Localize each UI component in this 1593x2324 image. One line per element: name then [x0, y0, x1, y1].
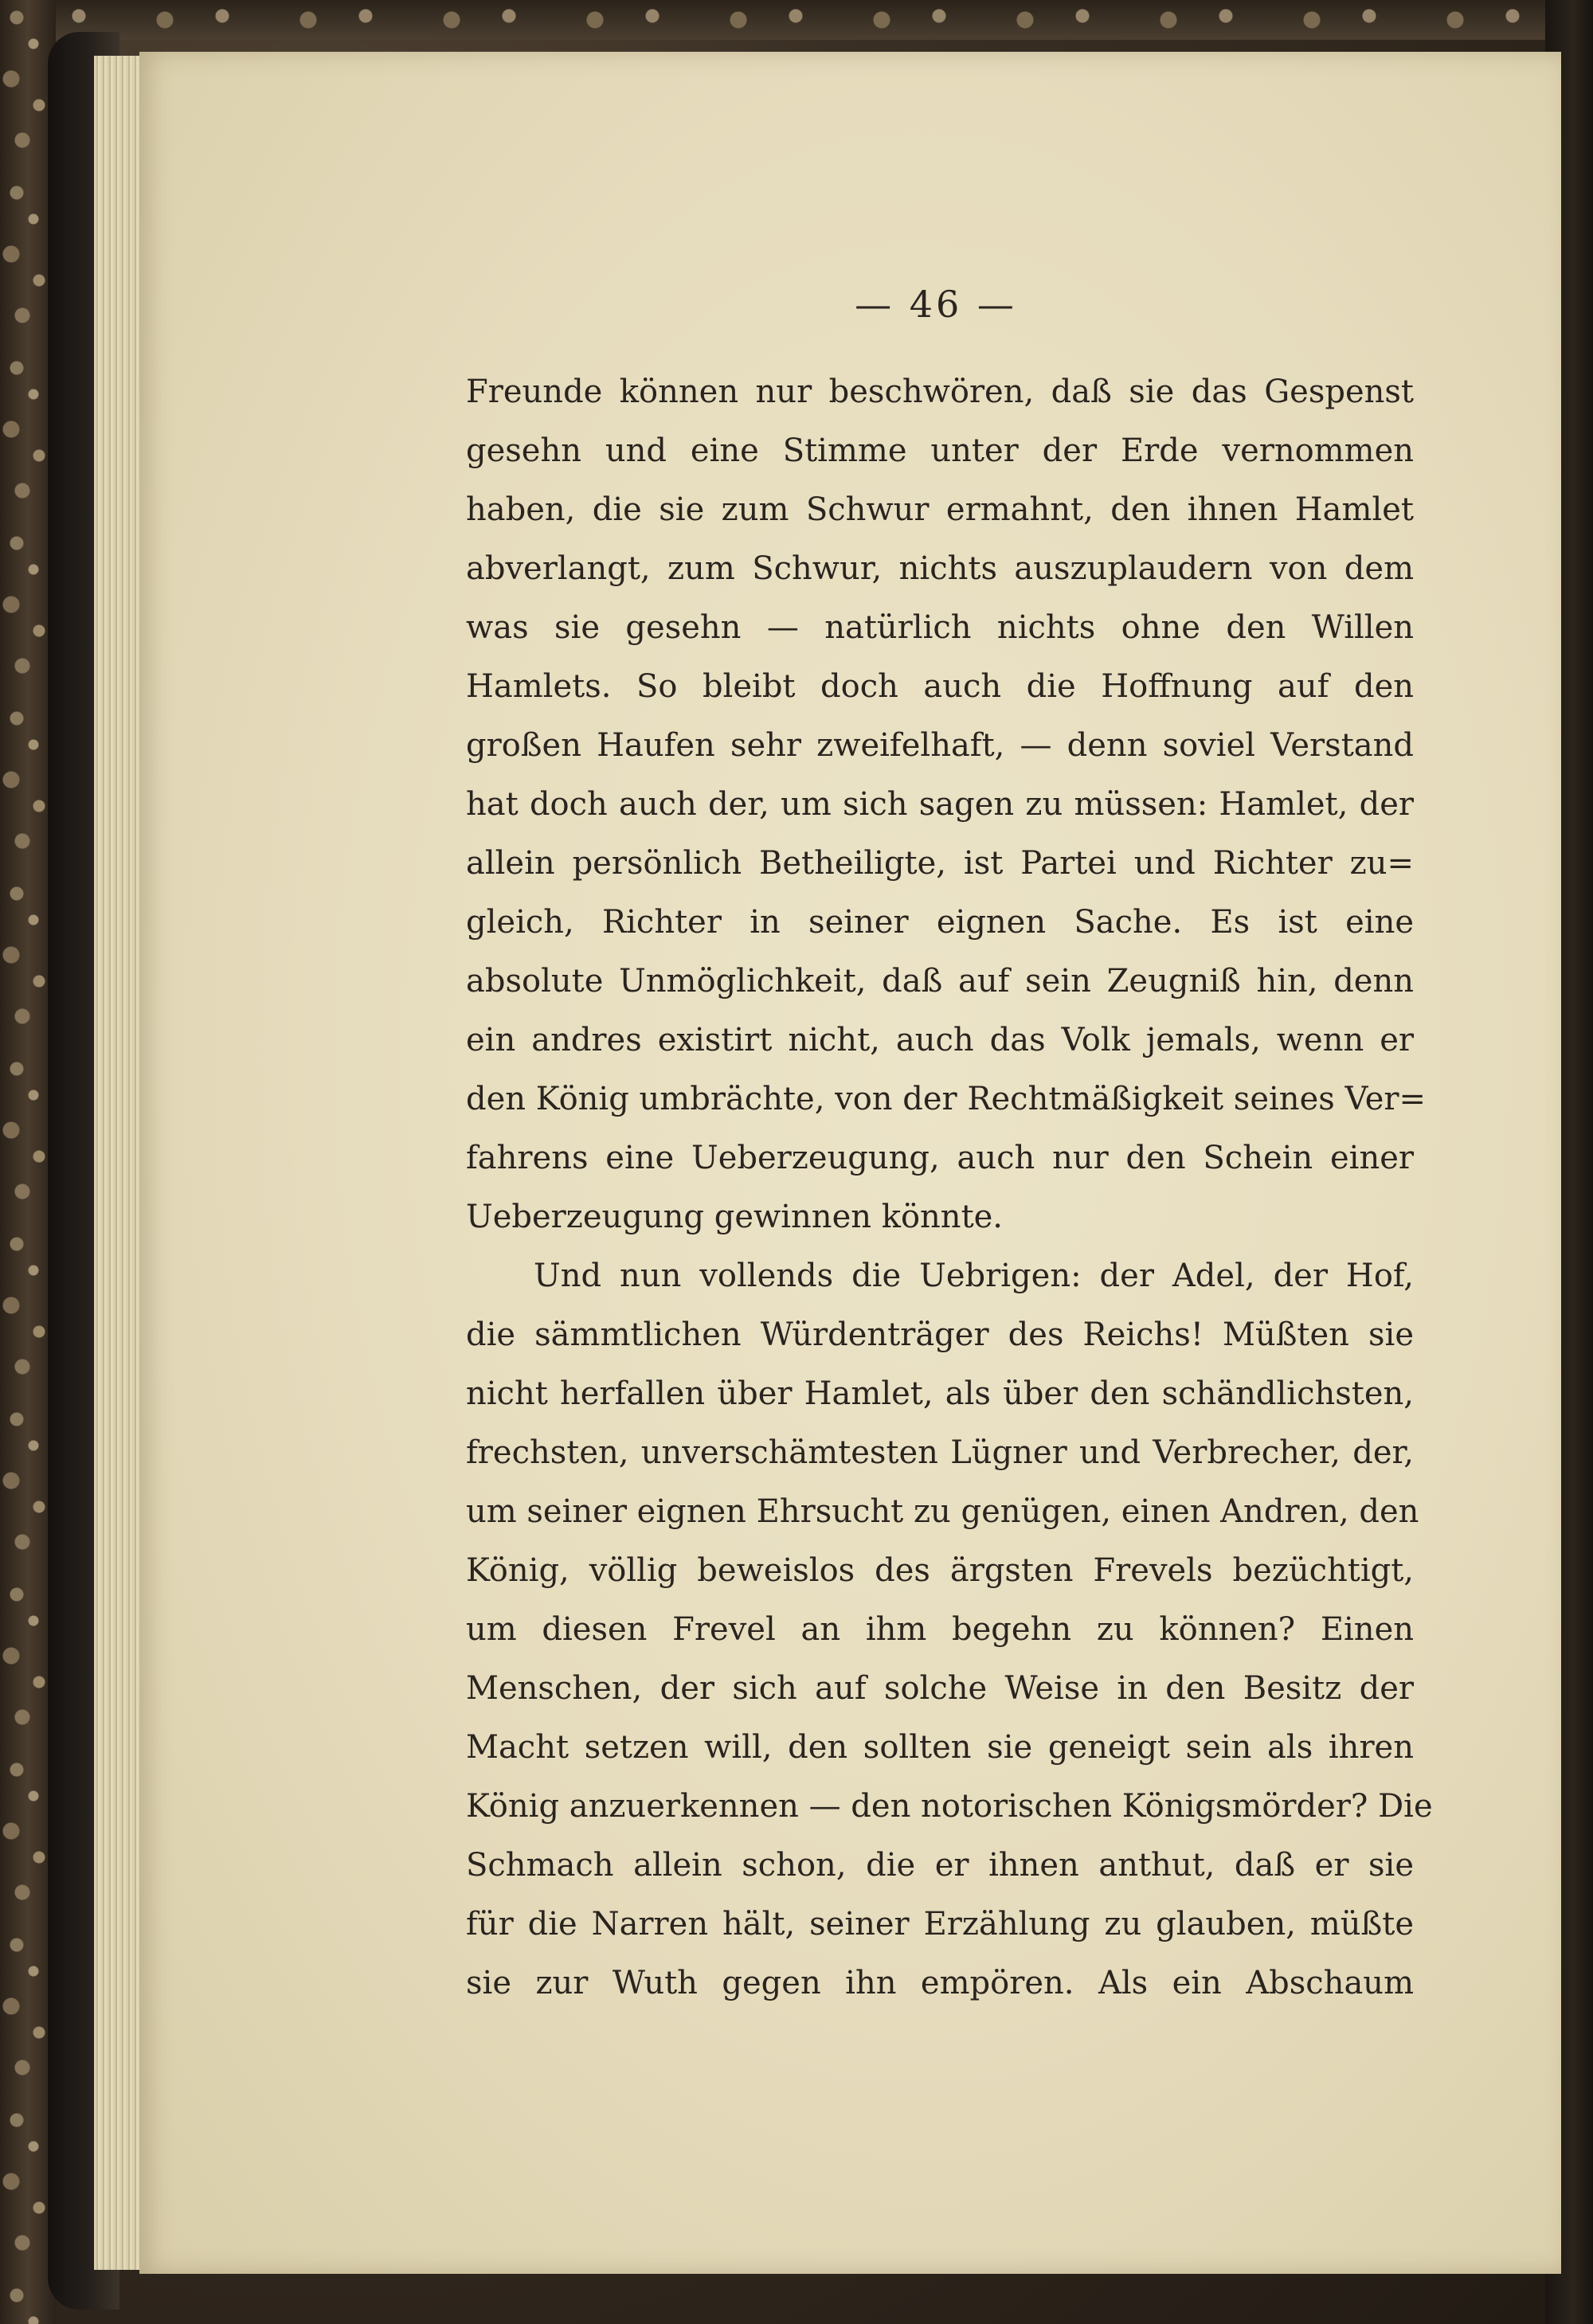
text-line: fahrens eine Ueberzeugung, auch nur den Schein einer: [466, 1140, 1414, 1176]
page-number: — 46 —: [855, 283, 1017, 326]
text-line: den König umbrächte, von der Rechtmäßigkeit seines Ver=: [466, 1081, 1426, 1117]
text-line: großen Haufen sehr zweifelhaft, — denn soviel Verstand: [466, 727, 1414, 764]
text-line: abverlangt, zum Schwur, nichts auszuplaudern von dem: [466, 550, 1414, 587]
text-line: König, völlig beweislos des ärgsten Frevels bezüchtigt,: [466, 1552, 1414, 1589]
text-line: Menschen, der sich auf solche Weise in den Besitz der: [466, 1670, 1414, 1707]
text-line: Und nun vollends die Uebrigen: der Adel, der Hof,: [534, 1258, 1414, 1294]
text-line: Schmach allein schon, die er ihnen anthut, daß er sie: [466, 1847, 1414, 1884]
text-line: sie zur Wuth gegen ihn empören. Als ein Abschaum: [466, 1965, 1414, 2001]
text-line: nicht herfallen über Hamlet, als über den schändlichsten,: [466, 1375, 1414, 1412]
text-line: absolute Unmöglichkeit, daß auf sein Zeugniß hin, denn: [466, 963, 1414, 1000]
text-line: ein andres existirt nicht, auch das Volk jemals, wenn er: [466, 1022, 1414, 1058]
text-line: allein persönlich Betheiligte, ist Partei und Richter zu=: [466, 845, 1414, 882]
text-line: gesehn und eine Stimme unter der Erde vernommen: [466, 432, 1414, 469]
text-line: König anzuerkennen — den notorischen Königsmörder? Die: [466, 1788, 1433, 1825]
page-text: [466, 362, 1433, 2013]
text-line: um seiner eignen Ehrsucht zu genügen, einen Andren, den: [466, 1493, 1419, 1530]
text-line: Macht setzen will, den sollten sie geneigt sein als ihren: [466, 1729, 1414, 1766]
marbled-cover-top: [0, 0, 1593, 40]
text-line: frechsten, unverschämtesten Lügner und Verbrecher, der,: [466, 1434, 1414, 1471]
text-line: gleich, Richter in seiner eignen Sache. Es ist eine: [466, 904, 1414, 941]
text-line: Ueberzeugung gewinnen könnte.: [466, 1199, 1004, 1235]
text-line: um diesen Frevel an ihm begehn zu können? Einen: [466, 1611, 1414, 1648]
text-line: die sämmtlichen Würdenträger des Reichs! Müßten sie: [466, 1317, 1414, 1353]
text-line: Hamlets. So bleibt doch auch die Hoffnung auf den: [466, 668, 1414, 705]
text-line: hat doch auch der, um sich sagen zu müssen: Hamlet, der: [466, 786, 1414, 823]
text-line: haben, die sie zum Schwur ermahnt, den ihnen Hamlet: [466, 491, 1414, 528]
text-line: Freunde können nur beschwören, daß sie das Gespenst: [466, 374, 1414, 410]
text-line: was sie gesehn — natürlich nichts ohne den Willen: [466, 609, 1414, 646]
text-line: für die Narren hält, seiner Erzählung zu glauben, müßte: [466, 1906, 1414, 1943]
